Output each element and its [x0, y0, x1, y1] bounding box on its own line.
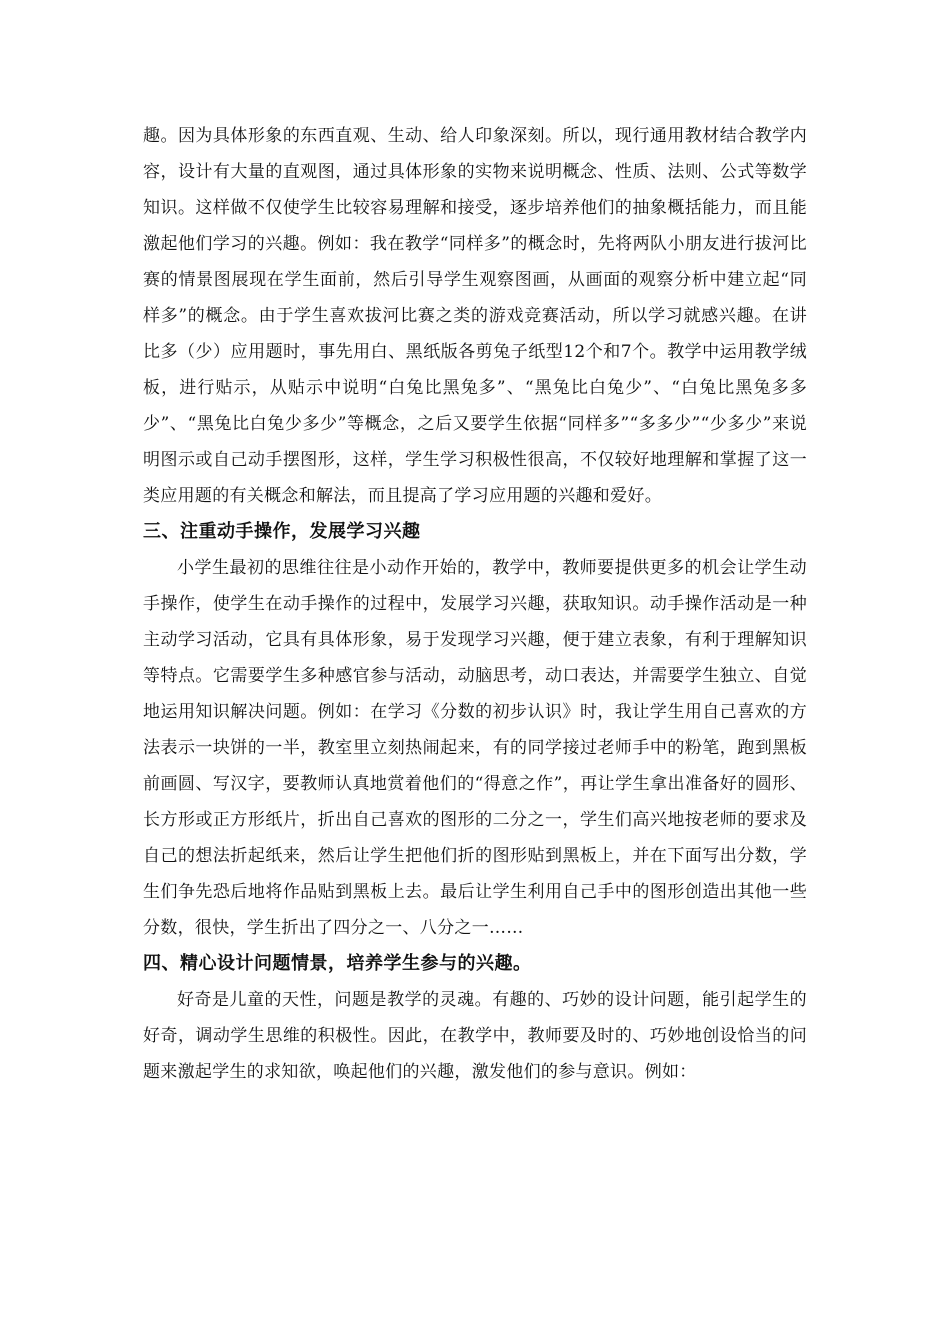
paragraph-hands-on: 小学生最初的思维往往是小动作开始的，教学中，教师要提供更多的机会让学生动手操作，使学生在动手操作的过程中，发展学习兴趣，获取知识。动手操作活动是一种主动学习活动，它具有具体形象，易于发现学习兴趣，便于建立表象，有利于理解知识等特点。它需要学生多种感官参与活动，动脑思考，动口表达，并需要学生独立、自觉地运用知识解决问题。例如：在学习《分数的初步认识》时，我让学生用自己喜欢的方法表示一块饼的一半，教室里立刻热闹起来，有的同学接过老师手中的粉笔，跑到黑板前画圆、写汉字，要教师认真地赏着他们的“得意之作”，再让学生拿出准备好的圆形、长方形或正方形纸片，折出自己喜欢的图形的二分之一，学生们高兴地按老师的要求及自己的想法折起纸来，然后让学生把他们折的图形贴到黑板上，并在下面写出分数，学生们争先恐后地将作品贴到黑板上去。最后让学生利用自己手中的图形创造出其他一些分数，很快，学生折出了四分之一、八分之一……: [143, 558, 807, 938]
section-heading-3: 三、注重动手操作，发展学习兴趣: [143, 521, 421, 542]
paragraph-problem-scenarios: 好奇是儿童的天性，问题是教学的灵魂。有趣的、巧妙的设计问题，能引起学生的好奇，调动学生思维的积极性。因此，在教学中，教师要及时的、巧妙地创设恰当的问题来激起学生的求知欲，唤起他们的兴趣，激发他们的参与意识。例如：: [143, 990, 807, 1082]
document-page: [143, 118, 807, 1090]
section-heading-4: 四、精心设计问题情景，培养学生参与的兴趣。: [143, 953, 532, 974]
paragraph-intuitive-teaching: 趣。因为具体形象的东西直观、生动、给人印象深刻。所以，现行通用教材结合教学内容，设计有大量的直观图，通过具体形象的实物来说明概念、性质、法则、公式等数学知识。这样做不仅使学生比较容易理解和接受，逐步培养他们的抽象概括能力，而且能激起他们学习的兴趣。例如：我在教学“同样多”的概念时，先将两队小朋友进行拔河比赛的情景图展现在学生面前，然后引导学生观察图画，从画面的观察分析中建立起“同样多”的概念。由于学生喜欢拔河比赛之类的游戏竞赛活动，所以学习就感兴趣。在讲比多（少）应用题时，事先用白、黑纸版各剪兔子纸型12个和7个。教学中运用教学绒板，进行贴示，从贴示中说明“白兔比黑兔多”、“黑兔比白兔少”、“白兔比黑兔多多少”、“黑兔比白兔少多少”等概念，之后又要学生依据“同样多”“多多少”“少多少”来说明图示或自己动手摆图形，这样，学生学习积极性很高，不仅较好地理解和掌握了这一类应用题的有关概念和解法，而且提高了学习应用题的兴趣和爱好。: [143, 126, 807, 506]
